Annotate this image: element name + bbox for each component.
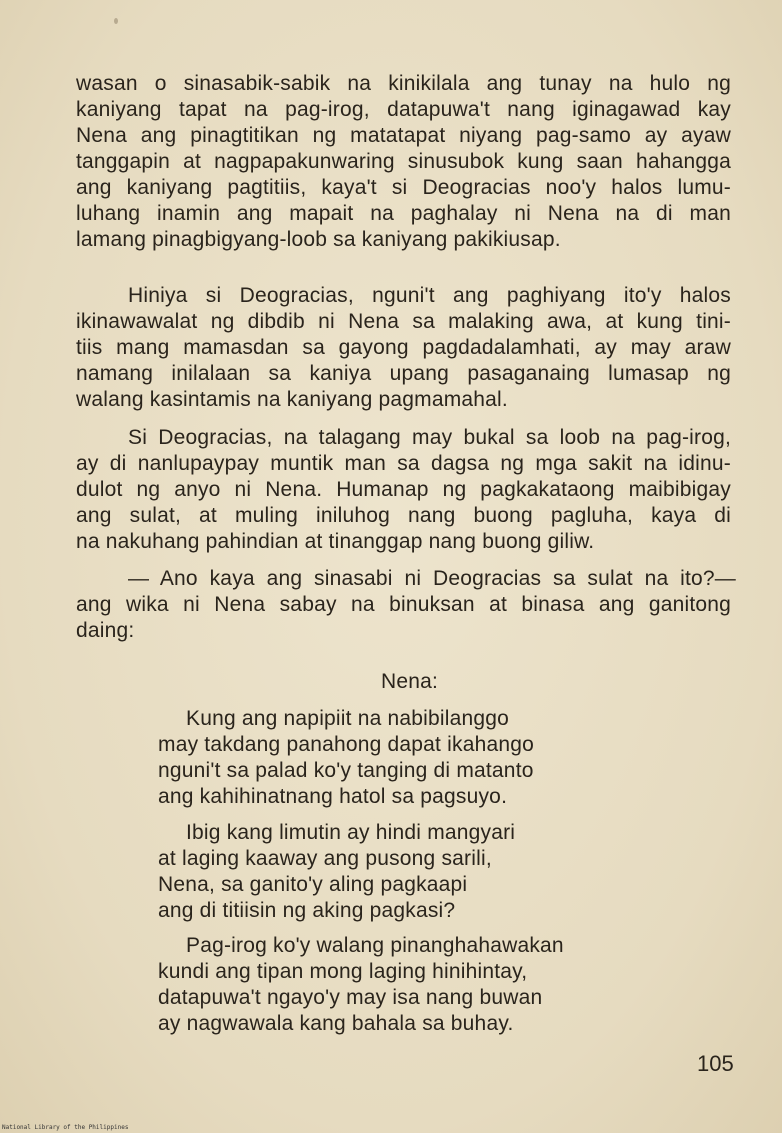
verse-line: nguni't sa palad ko'y tanging di matanto bbox=[158, 759, 534, 782]
scan-footer: National Library of the Philippines bbox=[2, 1124, 129, 1131]
text-line: daing: bbox=[76, 619, 135, 642]
text-line: Hiniya si Deogracias, nguni't ang paghiyang ito'y halos bbox=[128, 284, 731, 307]
text-line: wasan o sinasabik-sabik na kinikilala ang tunay na hulo ng bbox=[76, 72, 731, 95]
text-line: ang kaniyang pagtitiis, kaya't si Deogracias noo'y halos lumu- bbox=[76, 176, 731, 199]
text-line: luhang inamin ang mapait na paghalay ni Nena na di man bbox=[76, 202, 731, 225]
text-line: ay di nanlupaypay muntik man sa dagsa ng mga sakit na idinu- bbox=[76, 452, 731, 475]
text-line: walang kasintamis na kaniyang pagmamahal. bbox=[76, 388, 508, 411]
text-line: tiis mang mamasdan sa gayong pagdadalamhati, ay may araw bbox=[76, 336, 731, 359]
verse-line: Kung ang napipiit na nabibilanggo bbox=[186, 707, 510, 730]
verse-line: ang kahihinatnang hatol sa pagsuyo. bbox=[158, 785, 508, 808]
text-line: kaniyang tapat na pag-irog, datapuwa't nang iginagawad kay bbox=[76, 98, 731, 121]
letter-heading: Nena: bbox=[381, 670, 439, 693]
verse-line: Nena, sa ganito'y aling pagkaapi bbox=[158, 873, 468, 896]
text-line: dulot ng anyo ni Nena. Humanap ng pagkakataong maibibigay bbox=[76, 478, 731, 501]
verse-line: datapuwa't ngayo'y may isa nang buwan bbox=[158, 986, 543, 1009]
verse-line: Ibig kang limutin ay hindi mangyari bbox=[186, 821, 516, 844]
ink-speck bbox=[114, 18, 118, 24]
verse-line: Pag-irog ko'y walang pinanghahawakan bbox=[186, 934, 564, 957]
text-line: ang wika ni Nena sabay na binuksan at binasa ang ganitong bbox=[76, 593, 731, 616]
verse-line: may takdang panahong dapat ikahango bbox=[158, 733, 534, 756]
text-line: Si Deogracias, na talagang may bukal sa loob na pag-irog, bbox=[128, 426, 731, 449]
text-line: na nakuhang pahindian at tinanggap nang buong giliw. bbox=[76, 530, 595, 553]
text-line: ikinawawalat ng dibdib ni Nena sa malaking awa, at kung tini- bbox=[76, 310, 731, 333]
verse-line: ang di titiisin ng aking pagkasi? bbox=[158, 899, 456, 922]
text-line: ang sulat, at muling iniluhog nang buong pagluha, kaya di bbox=[76, 504, 731, 527]
verse-line: ay nagwawala kang bahala sa buhay. bbox=[158, 1012, 514, 1035]
text-line: lamang pinagbigyang-loob sa kaniyang pakikiusap. bbox=[76, 228, 561, 251]
verse-line: at laging kaaway ang pusong sarili, bbox=[158, 847, 492, 870]
text-line: Nena ang pinagtitikan ng matatapat niyang pag-samo ay ayaw bbox=[76, 124, 731, 147]
page-number: 105 bbox=[697, 1051, 734, 1076]
text-line: tanggapin at nagpapakunwaring sinusubok kung saan hahangga bbox=[76, 150, 731, 173]
verse-line: kundi ang tipan mong laging hinihintay, bbox=[158, 960, 528, 983]
text-line: — Ano kaya ang sinasabi ni Deogracias sa sulat na ito?— bbox=[128, 567, 736, 590]
text-line: namang inilalaan sa kaniya upang pasaganaing lumasap ng bbox=[76, 362, 731, 385]
